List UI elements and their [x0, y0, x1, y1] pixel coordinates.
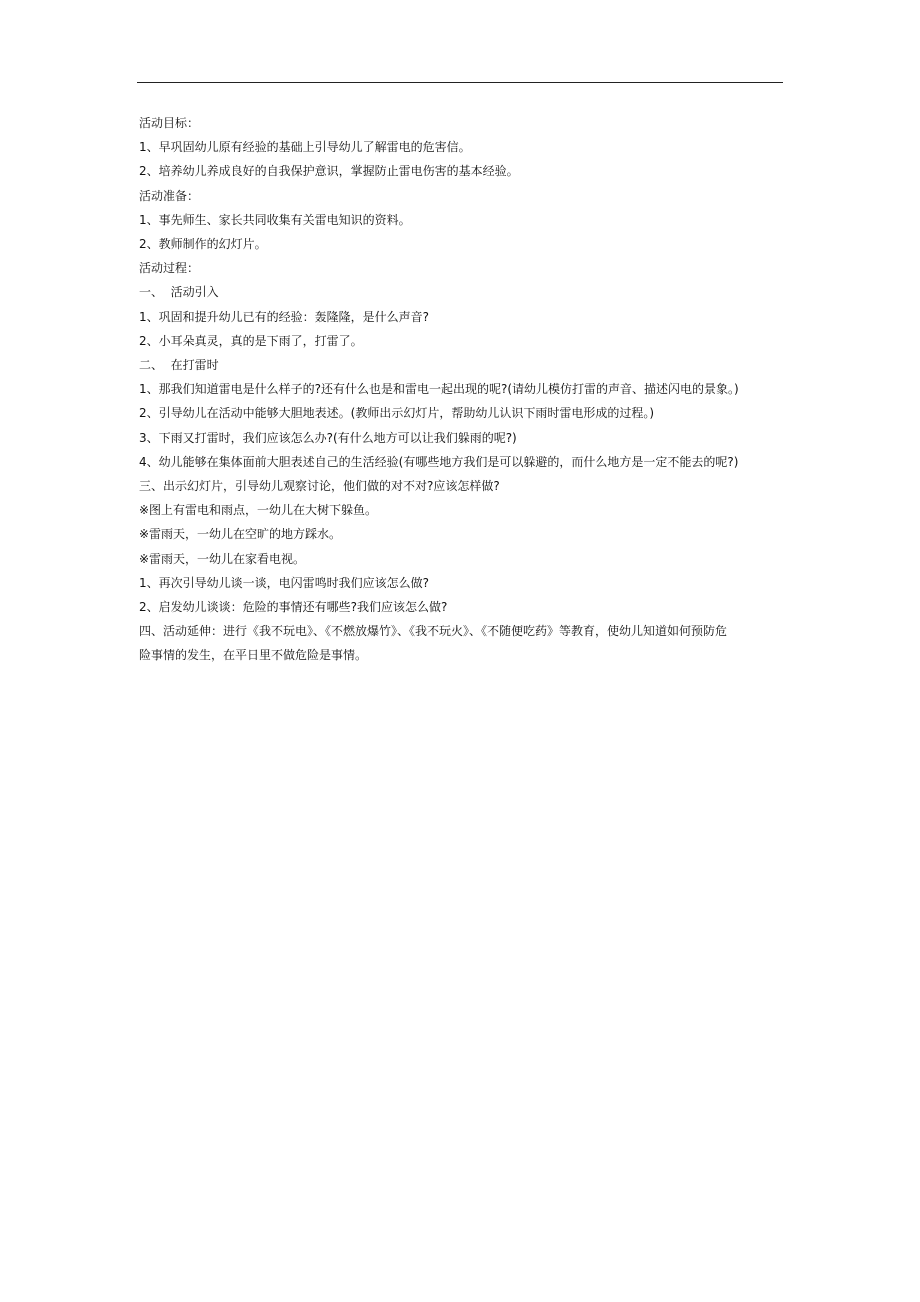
process-section-1-title: 一、 活动引入 — [139, 285, 219, 300]
preparation-item-1: 1、事先师生、家长共同收集有关雷电知识的资料。 — [139, 212, 411, 227]
process-section-3-item-2: 2、启发幼儿谈谈：危险的事情还有哪些?我们应该怎么做? — [139, 600, 448, 615]
document-body — [139, 111, 787, 668]
preparation-item-2: 2、教师制作的幻灯片。 — [139, 237, 267, 252]
process-section-2-title: 二、 在打雷时 — [139, 358, 219, 373]
heading-goals: 活动目标： — [139, 116, 200, 130]
process-section-2-item-3: 3、下雨又打雷时，我们应该怎么办?(有什么地方可以让我们躲雨的呢?) — [139, 430, 517, 445]
extension-line-1: 四、活动延伸：进行《我不玩电》、《不燃放爆竹》、《我不玩火》、《不随便吃药》等教育，使幼儿知道如何预防危 — [139, 624, 728, 639]
extension-line-2: 险事情的发生，在平日里不做危险是事情。 — [139, 648, 368, 663]
header-rule — [137, 82, 783, 83]
goal-item-1: 1、早巩固幼儿原有经验的基础上引导幼儿了解雷电的危害信。 — [139, 140, 471, 155]
slide-note-3: ※雷雨天，一幼儿在家看电视。 — [139, 551, 306, 566]
process-section-2-item-1: 1、那我们知道雷电是什么样子的?还有什么也是和雷电一起出现的呢?(请幼儿模仿打雷的声音、描述闪电的景象。) — [139, 382, 739, 397]
process-section-1-item-2: 2、小耳朵真灵，真的是下雨了，打雷了。 — [139, 333, 363, 348]
process-section-2-item-4: 4、幼儿能够在集体面前大胆表述自己的生活经验(有哪些地方我们是可以躲避的，而什么地方是一定不能去的呢?) — [139, 454, 739, 469]
slide-note-2: ※雷雨天，一幼儿在空旷的地方踩水。 — [139, 527, 342, 542]
heading-preparation: 活动准备： — [139, 188, 200, 203]
process-section-3-title: 三、出示幻灯片，引导幼儿观察讨论，他们做的对不对?应该怎样做? — [139, 479, 500, 494]
goal-item-2: 2、培养幼儿养成良好的自我保护意识，掌握防止雷电伤害的基本经验。 — [139, 164, 519, 179]
process-section-1-item-1: 1、巩固和提升幼儿已有的经验：轰隆隆，是什么声音? — [139, 309, 430, 324]
process-section-2-item-2: 2、引导幼儿在活动中能够大胆地表述。(教师出示幻灯片，帮助幼儿认识下雨时雷电形成的过程。) — [139, 406, 655, 421]
slide-note-1: ※图上有雷电和雨点，一幼儿在大树下躲鱼。 — [139, 503, 378, 518]
process-section-3-item-1: 1、再次引导幼儿谈一谈，电闪雷鸣时我们应该怎么做? — [139, 575, 430, 590]
heading-process: 活动过程： — [139, 261, 200, 276]
